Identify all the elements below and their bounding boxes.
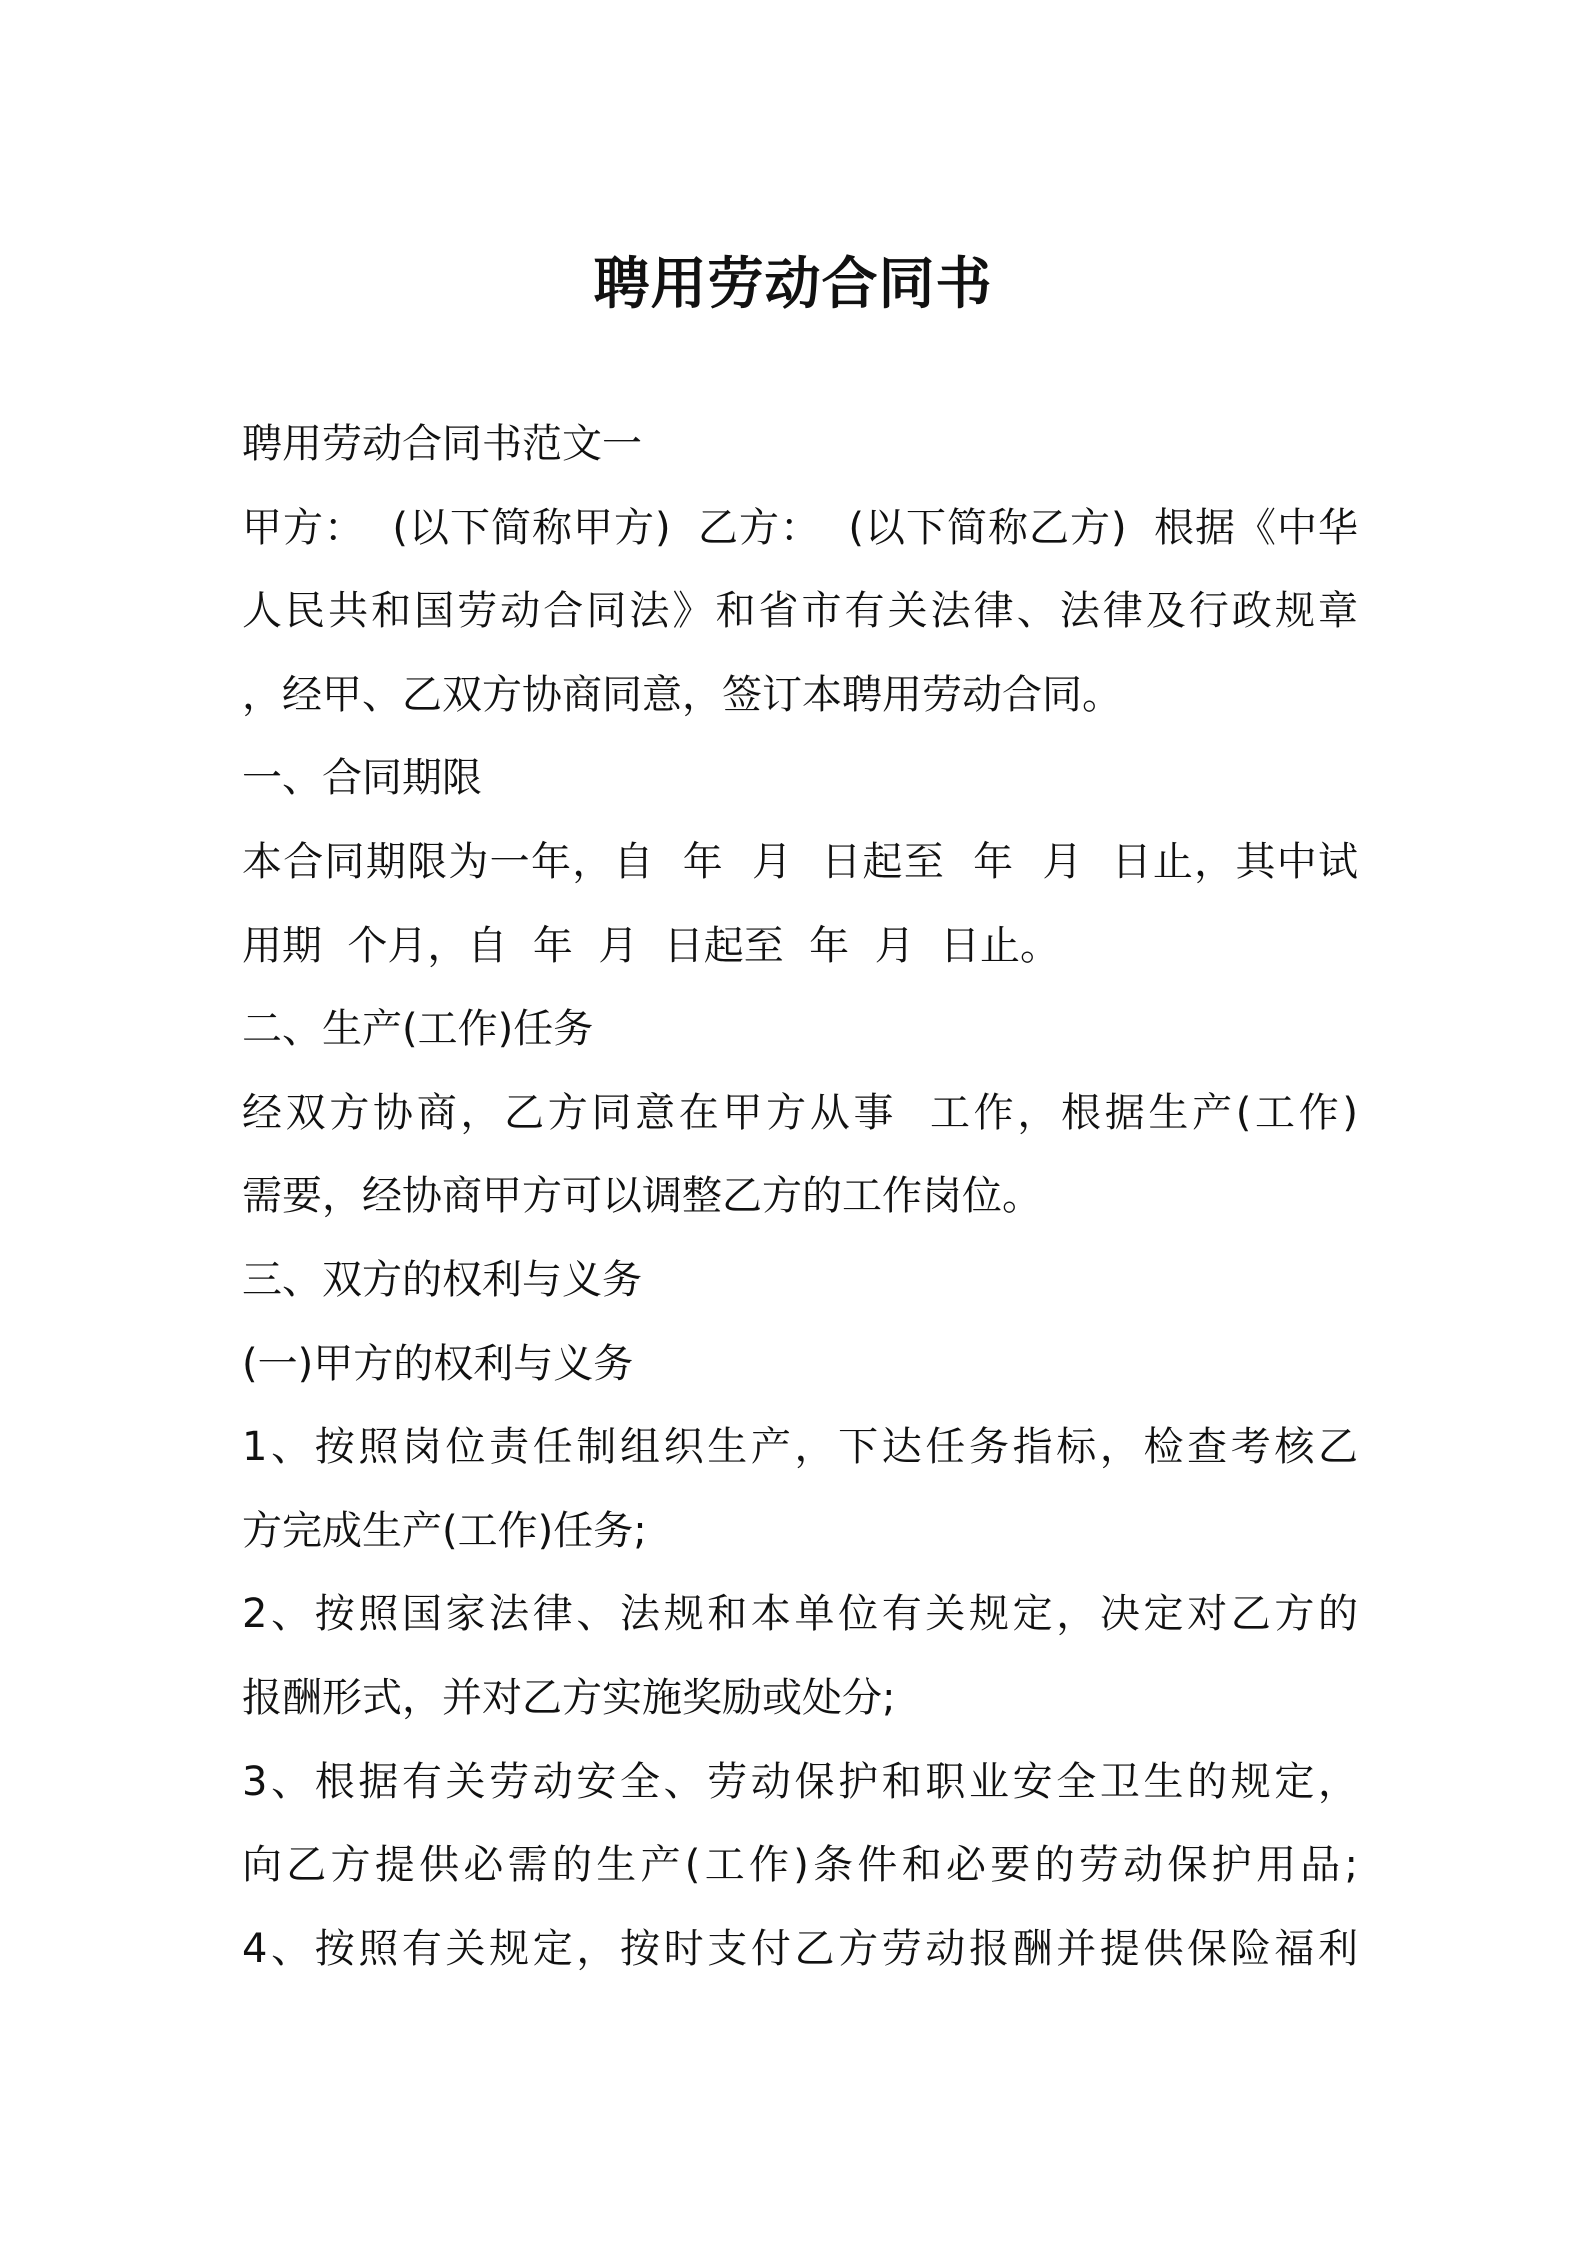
text-line: 本合同期限为一年，自 年 月 日起至 年 月 日止，其中试 (242, 838, 1358, 885)
text-line: 4、按照有关规定，按时支付乙方劳动报酬并提供保险福利 (242, 1925, 1358, 1972)
text-line: 二、生产(工作)任务 (242, 1006, 594, 1053)
text-line: 报酬形式，并对乙方实施奖励或处分; (242, 1674, 896, 1721)
text-line: 用期 个月，自 年 月 日起至 年 月 日止。 (242, 922, 1061, 969)
text-line: ，经甲、乙双方协商同意，签订本聘用劳动合同。 (242, 671, 1122, 718)
document-body (242, 403, 1358, 1991)
text-line: 聘用劳动合同书范文一 (242, 421, 642, 467)
text-line: 一、合同期限 (242, 755, 482, 802)
text-line: 3、根据有关劳动安全、劳动保护和职业安全卫生的规定， (242, 1758, 1358, 1805)
text-line: 三、双方的权利与义务 (242, 1256, 642, 1303)
text-line: 向乙方提供必需的生产(工作)条件和必要的劳动保护用品; (242, 1842, 1358, 1889)
text-line: 需要，经协商甲方可以调整乙方的工作岗位。 (242, 1173, 1042, 1220)
text-line: 人民共和国劳动合同法》和省市有关法律、法律及行政规章 (242, 588, 1358, 635)
text-line: 甲方： (以下简称甲方) 乙方： (以下简称乙方) 根据《中华 (242, 504, 1358, 551)
text-line: 1、按照岗位责任制组织生产，下达任务指标，检查考核乙 (242, 1424, 1358, 1471)
text-line: (一)甲方的权利与义务 (242, 1340, 634, 1387)
text-line: 2、按照国家法律、法规和本单位有关规定，决定对乙方的 (242, 1591, 1358, 1638)
document-title: 聘用劳动合同书 (593, 252, 993, 317)
text-line: 经双方协商，乙方同意在甲方从事 工作，根据生产(工作) (242, 1089, 1358, 1136)
text-line: 方完成生产(工作)任务; (242, 1507, 647, 1554)
